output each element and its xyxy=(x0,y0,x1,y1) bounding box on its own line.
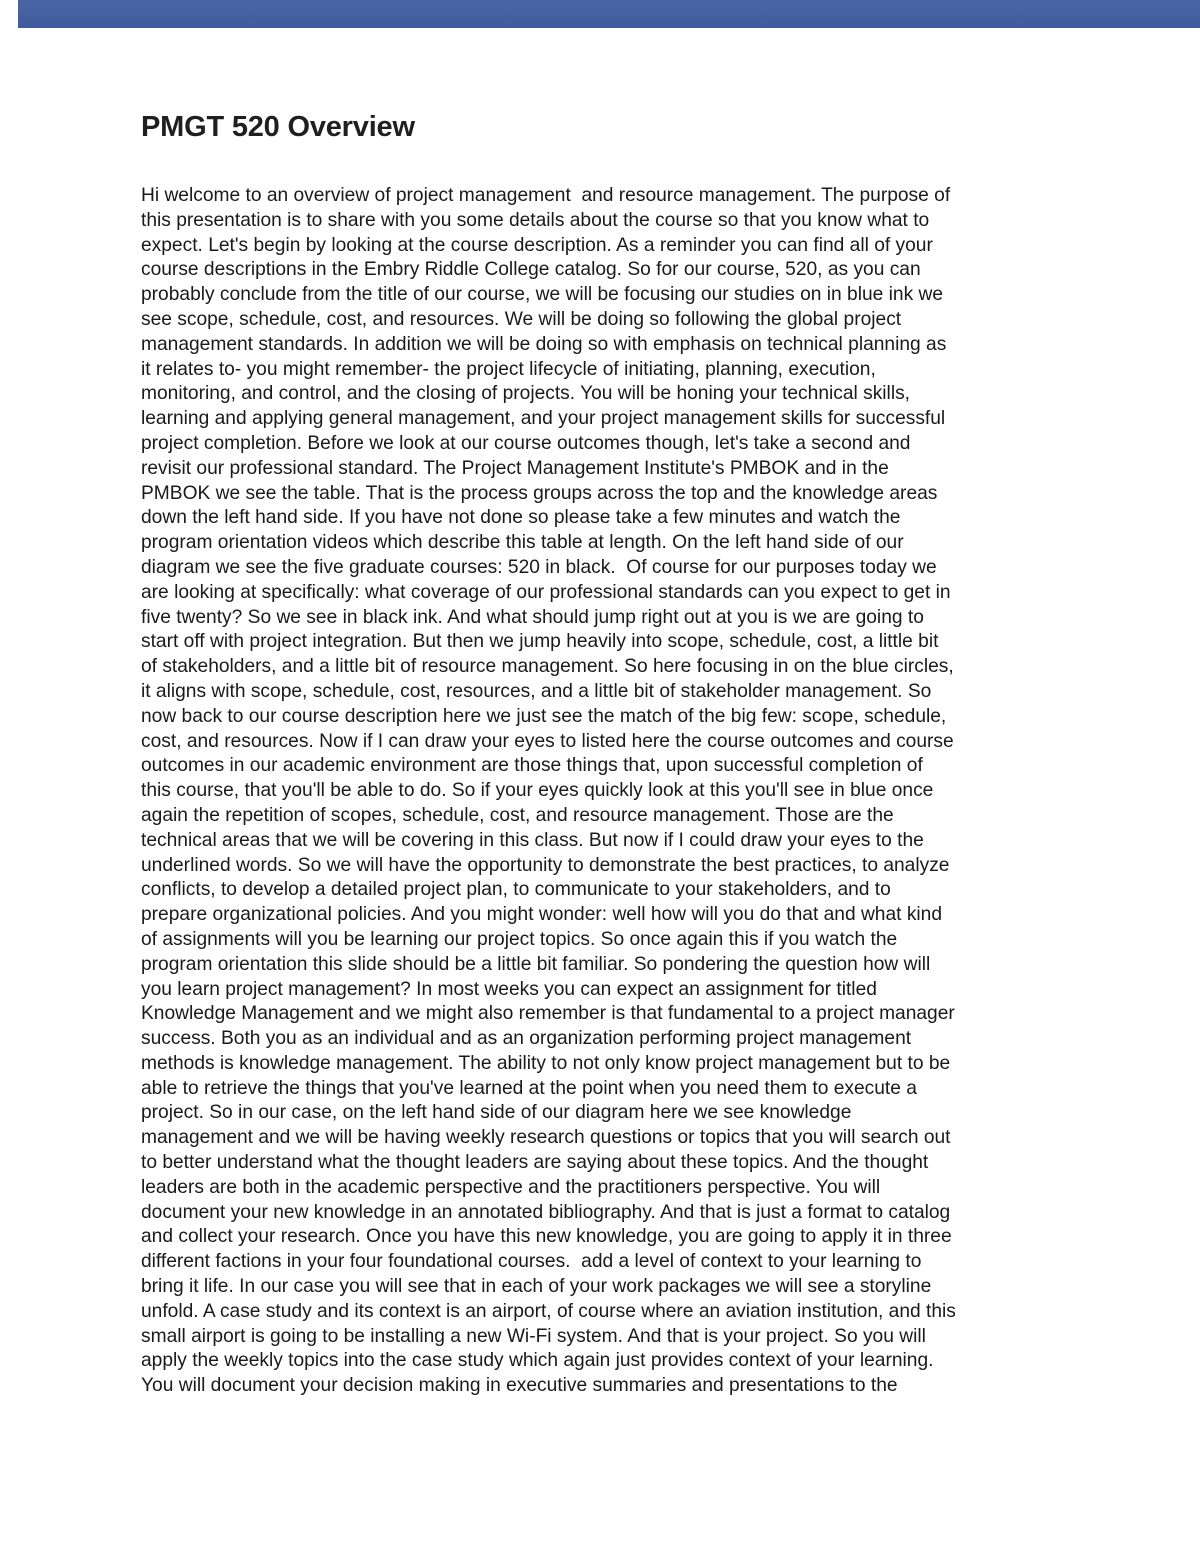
body-line: this course, that you'll be able to do. So if your eyes quickly look at this you'll see in blue once xyxy=(141,780,934,802)
body-line: probably conclude from the title of our course, we will be focusing our studies on in blue ink we xyxy=(141,284,944,306)
body-line: project. So in our case, on the left hand side of our diagram here we see knowledge xyxy=(141,1102,852,1124)
body-line: PMBOK we see the table. That is the process groups across the top and the knowledge areas xyxy=(141,482,938,504)
body-line: to better understand what the thought leaders are saying about these topics. And the thought xyxy=(141,1152,929,1174)
body-line: of assignments will you be learning our project topics. So once again this if you watch the xyxy=(141,928,898,950)
body-line: project completion. Before we look at our course outcomes though, let's take a second and xyxy=(141,432,911,454)
body-line: outcomes in our academic environment are those things that, upon successful completion of xyxy=(141,755,923,777)
body-line: diagram we see the five graduate courses: 520 in black. Of course for our purposes today we xyxy=(141,556,937,578)
body-line: now back to our course description here we just see the match of the big few: scope, schedule, xyxy=(141,705,947,727)
body-line: technical areas that we will be covering in this class. But now if I could draw your eyes to the xyxy=(141,829,924,851)
body-line: program orientation this slide should be a little bit familiar. So pondering the question how will xyxy=(141,953,931,975)
body-line: monitoring, and control, and the closing of projects. You will be honing your technical skills, xyxy=(141,383,911,405)
body-line: management standards. In addition we will be doing so with emphasis on technical planning as xyxy=(141,333,947,355)
body-line: revisit our professional standard. The Project Management Institute's PMBOK and in the xyxy=(141,457,889,479)
body-line: learning and applying general management, and your project management skills for successful xyxy=(141,408,946,430)
body-line: start off with project integration. But then we jump heavily into scope, schedule, cost, a little bit xyxy=(141,631,939,653)
body-line: expect. Let's begin by looking at the course description. As a reminder you can find all of your xyxy=(141,234,933,256)
body-line: cost, and resources. Now if I can draw your eyes to listed here the course outcomes and course xyxy=(141,730,954,752)
body-line: it relates to- you might remember- the project lifecycle of initiating, planning, execution, xyxy=(141,358,876,380)
body-line: Hi welcome to an overview of project management and resource management. The purpose of xyxy=(141,185,951,206)
body-line: and collect your research. Once you have this new knowledge, you are going to apply it in three xyxy=(141,1226,952,1248)
body-line: prepare organizational policies. And you might wonder: well how will you do that and what kind xyxy=(141,904,943,926)
body-line: management and we will be having weekly research questions or topics that you will search out xyxy=(141,1127,951,1149)
body-line: again the repetition of scopes, schedule, cost, and resource management. Those are the xyxy=(141,804,894,826)
body-line: methods is knowledge management. The ability to not only know project management but to be xyxy=(141,1052,951,1074)
body-line: of stakeholders, and a little bit of resource management. So here focusing in on the blue circles, xyxy=(141,656,954,678)
body-line: it aligns with scope, schedule, cost, resources, and a little bit of stakeholder management. So xyxy=(141,680,932,702)
page-header xyxy=(141,110,1081,144)
body-line: underlined words. So we will have the opportunity to demonstrate the best practices, to analyze xyxy=(141,854,950,876)
body-line: program orientation videos which describe this table at length. On the left hand side of our xyxy=(141,532,904,554)
page-title: PMGT 520 Overview xyxy=(141,111,415,143)
body-line: course descriptions in the Embry Riddle College catalog. So for our course, 520, as you can xyxy=(141,259,921,281)
body-line: small airport is going to be installing a new Wi-Fi system. And that is your project. So you will xyxy=(141,1325,926,1347)
body-line: are looking at specifically: what coverage of our professional standards can you expect to get in xyxy=(141,581,951,603)
body-line: You will document your decision making in executive summaries and presentations to the xyxy=(141,1375,898,1397)
body-line: this presentation is to share with you some details about the course so that you know what to xyxy=(141,209,930,231)
body-line: down the left hand side. If you have not done so please take a few minutes and watch the xyxy=(141,507,901,529)
body-line: see scope, schedule, cost, and resources. We will be doing so following the global project xyxy=(141,308,902,330)
body-paragraph xyxy=(141,184,1086,1399)
body-line: you learn project management? In most weeks you can expect an assignment for titled xyxy=(141,978,877,1000)
body-line: leaders are both in the academic perspective and the practitioners perspective. You will xyxy=(141,1176,881,1198)
body-line: different factions in your four foundational courses. add a level of context to your learning to xyxy=(141,1251,922,1273)
body-line: document your new knowledge in an annotated bibliography. And that is just a format to catalog xyxy=(141,1201,951,1223)
body-line: unfold. A case study and its context is an airport, of course where an aviation institution, and this xyxy=(141,1300,956,1322)
body-line: able to retrieve the things that you've learned at the point when you need them to execute a xyxy=(141,1077,917,1099)
body-line: success. Both you as an individual and as an organization performing project management xyxy=(141,1028,912,1050)
body-line: conflicts, to develop a detailed project plan, to communicate to your stakeholders, and to xyxy=(141,879,891,901)
body-line: bring it life. In our case you will see that in each of your work packages we will see a storyline xyxy=(141,1276,932,1298)
body-line: Knowledge Management and we might also remember is that fundamental to a project manager xyxy=(141,1003,955,1025)
body-line: apply the weekly topics into the case study which again just provides context of your learning. xyxy=(141,1350,934,1372)
body-line: five twenty? So we see in black ink. And what should jump right out at you is we are going to xyxy=(141,606,924,628)
header-bar xyxy=(18,0,1200,28)
